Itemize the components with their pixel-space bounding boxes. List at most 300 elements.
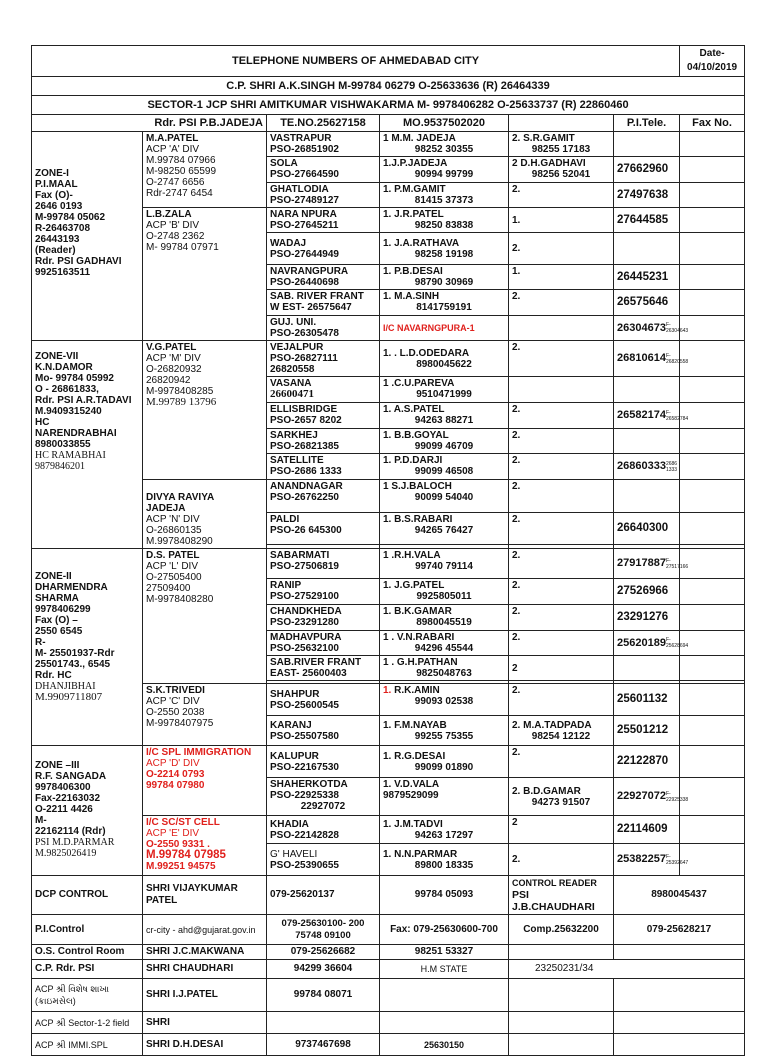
cell-text: KARANJ: [270, 719, 312, 731]
acp-immi-label: ACP શ્રી IMMI.SPL: [32, 1034, 143, 1056]
table-cell: [614, 377, 680, 403]
cell-text: 2. S.R.GAMIT: [512, 133, 575, 144]
cell-text: 1. B.K.GAMAR: [383, 606, 452, 617]
cp-reader-name: SHRI CHAUDHARI: [143, 960, 267, 979]
acp-l-cell: [143, 549, 267, 684]
cell-text: NARA NPURA: [270, 209, 337, 220]
acp-phone: M.99251 94575: [146, 861, 216, 872]
station-cell: [267, 183, 380, 208]
cell-text: 2 D.H.GADHAVI: [512, 158, 586, 169]
cell-text: 98258 19198: [414, 248, 474, 260]
table-cell: [32, 979, 143, 1012]
cell-text: 98250 83838: [414, 220, 474, 231]
cell-text: 22927072: [300, 801, 346, 812]
second-pi-cell: 2.: [509, 631, 614, 656]
acp-d-cell: [143, 746, 267, 816]
reader-te: TE.NO.25627158: [267, 115, 380, 132]
second-pi-cell: 2.: [509, 684, 614, 716]
pi-cell: [380, 183, 509, 208]
acp-div: ACP 'N' DIV: [146, 514, 200, 525]
acp-div: ACP 'E' DIV: [146, 828, 200, 839]
second-pi-cell: 2.: [509, 605, 614, 631]
zone-line: HC: [35, 417, 50, 428]
cell-text: 99093 02538: [414, 696, 474, 707]
pi-tele-cell: 26860333: [617, 460, 666, 472]
acp-name: L.B.ZALA: [146, 209, 192, 220]
zone-line: 25501743., 6545: [35, 659, 111, 670]
table-cell: [680, 480, 745, 513]
station-cell: [267, 512, 380, 545]
cell-text: SHAHERKOTDA: [270, 779, 348, 790]
table-cell: [614, 480, 680, 513]
cell-text: 1 . V.N.RABARI: [383, 632, 455, 643]
second-pi-cell: 2.: [509, 480, 614, 513]
pi-cell: [380, 716, 509, 746]
pi-cell: [380, 549, 509, 579]
cell-text: 94263 17297: [414, 829, 474, 841]
cell-text: [383, 685, 505, 696]
control-reader-label: CONTROL READER: [512, 878, 597, 888]
cell-text: 26820558: [270, 364, 315, 375]
pi-control-comp: Comp.25632200: [509, 915, 614, 945]
os-control-label: O.S. Control Room: [32, 945, 143, 960]
table-cell: [680, 816, 745, 844]
cell-text: 94265 76427: [414, 524, 474, 536]
table-cell: [509, 377, 614, 403]
zone-line: HC RAMABHAI: [35, 450, 106, 461]
table-cell: [680, 377, 745, 403]
pi-cell: [380, 403, 509, 429]
table-cell: [680, 341, 745, 377]
pi-cell: [380, 429, 509, 454]
zone-line: Rdr. PSI GADHAVI: [35, 256, 122, 267]
second-pi-cell: 2.: [509, 512, 614, 545]
acp-m-cell: [143, 341, 267, 480]
control-contacts-table: [31, 875, 745, 1056]
acp-c-cell: [143, 684, 267, 746]
table-cell: [680, 208, 745, 233]
hm-state-phone: 23250231/34: [509, 960, 745, 979]
station-cell: [267, 403, 380, 429]
pi-tele-cell: 27644585: [614, 208, 680, 233]
table-cell: [680, 290, 745, 316]
cell-text: 1.J.P.JADEJA: [383, 158, 448, 169]
zone-line: PSI M.D.PARMAR: [35, 837, 115, 848]
table-cell: [680, 429, 745, 454]
cell-text: KALUPUR: [270, 750, 319, 762]
station-cell: [267, 316, 380, 341]
pi-cell: [380, 341, 509, 377]
cp-reader-label: C.P. Rdr. PSI: [32, 960, 143, 979]
cell-text: 1 S.J.BALOCH: [383, 481, 452, 492]
pi-cell: I/C NAVARNGPURA-1: [380, 316, 509, 341]
second-pi-cell: [509, 716, 614, 746]
cell-text: 94273 91507: [531, 796, 591, 808]
table-cell: [614, 631, 689, 656]
cell-text: SARKHEJ: [270, 430, 318, 441]
acp-immi-phone: 9737467698: [267, 1034, 380, 1056]
cell-text: SHAHPUR: [270, 688, 320, 700]
cell-text: 1. J.R.PATEL: [383, 209, 444, 220]
second-pi-cell: 2.: [509, 403, 614, 429]
cell-text: PSO-27645211: [270, 220, 339, 231]
cell-text: 99255 75355: [414, 730, 474, 742]
zone-line: ZONE-II: [35, 571, 72, 582]
station-cell: [267, 631, 380, 656]
pi-tele-cell: 26304673: [617, 321, 666, 334]
pi-control-email: cr-city - ahd@gujarat.gov.in: [143, 915, 267, 945]
table-cell: [614, 454, 680, 480]
cell-text: 1.: [383, 685, 392, 696]
zone-line: 9978406300: [35, 782, 91, 793]
zone-line: 26443193: [35, 234, 80, 245]
pi-tele-cell: 25501212: [614, 716, 680, 746]
acp-name: V.G.PATEL: [146, 342, 197, 353]
zone-line: M- 25501937-Rdr: [35, 648, 115, 659]
cell-text: CHANDKHEDA: [270, 606, 342, 617]
cell-text: R.K.AMIN: [391, 685, 440, 696]
acp-phone: 99784 07980: [146, 780, 205, 791]
acp-phone: M.99784 07985: [146, 849, 226, 861]
zone-line: M-99784 05062: [35, 212, 106, 223]
cell-text: 99099 46709: [414, 441, 474, 452]
station-cell: [267, 157, 380, 183]
cell-text: PSO-22142828: [270, 829, 339, 841]
station-cell: [267, 816, 380, 844]
table-cell: [614, 403, 689, 429]
acp-phone: O-26820932: [146, 364, 202, 375]
pi-cell: [380, 684, 509, 716]
zone-line: ZONE-I: [35, 168, 69, 179]
acp-div: ACP 'A' DIV: [146, 144, 200, 155]
cell-text: PSO-22167530: [270, 761, 339, 773]
pi-cell: [380, 579, 509, 605]
zone-line: ZONE –III: [35, 760, 80, 771]
cell-text: PSO-25507580: [270, 730, 339, 742]
cell-text: 1. P.D.DARJI: [383, 455, 443, 466]
cell-text: VEJALPUR: [270, 342, 324, 353]
cell-text: 26600471: [270, 388, 314, 400]
acp-name: S.K.TRIVEDI: [146, 685, 205, 696]
acp-phone: O-2747 6656: [146, 177, 205, 188]
fax-cell: F-26304643: [665, 322, 689, 334]
acp-visesh-label: ACP શ્રી વિશેષ શાખા: [35, 984, 110, 994]
acp-name: M.A.PATEL: [146, 133, 199, 144]
pi-cell: [380, 605, 509, 631]
second-pi-cell: [509, 183, 614, 208]
cell-text: 1. B.S.RABARI: [383, 513, 453, 525]
zone-line: R.F. SANGADA: [35, 771, 107, 782]
pi-cell: [380, 132, 509, 157]
second-pi-cell: 2.: [509, 746, 614, 778]
cell-text: SOLA: [270, 158, 298, 169]
cell-text: PSO-25600545: [270, 699, 339, 711]
cp-reader-phone: 94299 36604: [267, 960, 380, 979]
table-cell: [680, 454, 745, 480]
table-cell: [380, 979, 509, 1012]
pi-cell: [380, 157, 509, 183]
col-pi-tele: P.I.Tele.: [614, 115, 680, 132]
cell-text: 1. N.N.PARMAR: [383, 848, 458, 860]
acp-phone: M-98250 65599: [146, 166, 217, 177]
station-cell: [267, 746, 380, 778]
second-pi-cell: [509, 132, 614, 157]
pi-cell: [380, 844, 509, 876]
cell-text: ANANDNAGAR: [270, 481, 343, 492]
dcp-name: SHRI VIJAYKUMAR PATEL: [143, 876, 267, 915]
pi-cell: [380, 778, 509, 816]
table-cell: [614, 341, 689, 377]
pi-control-label: P.I.Control: [32, 915, 143, 945]
cell-text: GUJ. UNI.: [270, 317, 317, 328]
hm-state-label: H.M STATE: [380, 960, 509, 979]
acp-div: ACP 'C' DIV: [146, 696, 200, 707]
cell-text: 9825048763: [416, 668, 472, 679]
cell-text: PSO-27644949: [270, 248, 339, 260]
cell-text: KHADIA: [270, 818, 309, 830]
cell-text: PSO-27489127: [270, 195, 339, 206]
table-cell: [509, 945, 614, 960]
fax-cell: F-27517166: [665, 557, 689, 570]
acp-e-cell: [143, 816, 267, 876]
station-cell: [267, 656, 380, 681]
acp-visesh-sub: (ક્રાઇમસેલ): [35, 996, 76, 1006]
station-cell: [267, 377, 380, 403]
table-cell: [614, 945, 745, 960]
zone-line: SHARMA: [35, 593, 79, 604]
table-cell: [509, 1034, 614, 1056]
cell-text: PSO-26821385: [270, 441, 339, 452]
table-cell: [680, 716, 745, 746]
acp-phone: M.9978408290: [146, 536, 213, 547]
fax-cell: F-26582784: [665, 409, 689, 422]
cell-text: PSO-27664590: [270, 169, 339, 180]
table-cell: [614, 979, 745, 1012]
cell-text: PSO-2657 8202: [270, 415, 342, 426]
cell-text: 90099 54040: [414, 492, 474, 503]
station-cell: [267, 844, 380, 876]
zone-line: (Reader): [35, 245, 76, 256]
cell-text: 1. J.A.RATHAVA: [383, 237, 460, 249]
second-pi-cell: 2.: [509, 290, 614, 316]
acp-phone: 26820942: [146, 375, 191, 386]
table-cell: [680, 605, 745, 631]
cell-text: 90994 99799: [414, 169, 474, 180]
cell-text: 1 M.M. JADEJA: [383, 133, 456, 144]
pi-cell: [380, 480, 509, 513]
zone-line: O-2211 4426: [35, 804, 93, 815]
pi-cell: [380, 290, 509, 316]
os-control-name: SHRI J.C.MAKWANA: [143, 945, 267, 960]
cell-text: 1. V.D.VALA: [383, 779, 440, 790]
table-cell: [509, 876, 614, 915]
table-cell: [680, 183, 745, 208]
station-cell: [267, 684, 380, 716]
zone-line: Rdr. PSI A.R.TADAVI: [35, 395, 132, 406]
table-cell: [509, 979, 614, 1012]
pi-cell: [380, 512, 509, 545]
table-cell: [267, 915, 380, 945]
pi-tele-cell: 22927072: [617, 790, 666, 802]
table-cell: [380, 1012, 509, 1034]
table-cell: [680, 265, 745, 290]
second-pi-cell: 2.: [509, 549, 614, 579]
cell-text: PSO-26762250: [270, 492, 339, 503]
cell-text: PSO-25632100: [270, 643, 339, 654]
cell-text: 2. B.D.GAMAR: [512, 785, 581, 797]
zone-line: R-: [35, 637, 46, 648]
table-cell: [614, 778, 689, 816]
cp-line: C.P. SHRI A.K.SINGH M-99784 06279 O-25633636 (R) 26464339: [32, 77, 745, 96]
cell-text: EAST- 25600403: [270, 668, 347, 679]
table-cell: [614, 429, 680, 454]
document-date: Date-04/10/2019: [680, 46, 745, 77]
table-cell: [680, 403, 745, 429]
cell-text: PSO-27529100: [270, 591, 339, 602]
cell-text: SAB.RIVER FRANT: [270, 657, 362, 668]
zone-line: Mo- 99784 05992: [35, 373, 114, 384]
table-cell: [614, 549, 689, 579]
cell-text: NAVRANGPURA: [270, 266, 349, 277]
zone-line: 9978406299: [35, 604, 91, 615]
cell-text: 2. M.A.TADPADA: [512, 719, 592, 731]
cell-text: 81415 37373: [414, 195, 474, 206]
cell-text: 1. P.M.GAMIT: [383, 184, 446, 195]
acp-div: ACP 'L' DIV: [146, 561, 198, 572]
zone-line: K.N.DAMOR: [35, 362, 93, 373]
cell-text: 98254 12122: [531, 730, 591, 742]
acp-phone: O-2550 9331 .: [146, 839, 210, 850]
second-pi-cell: 2.: [509, 454, 614, 480]
station-cell: [267, 716, 380, 746]
table-cell: [614, 316, 689, 341]
acp-a-cell: [143, 132, 267, 208]
zone-line: 9879846201: [35, 461, 85, 472]
cell-text: VASANA: [270, 378, 312, 389]
fax-cell: 2686 1333: [665, 460, 678, 473]
pi-tele-cell: 27917887: [617, 557, 666, 569]
col-fax: Fax No.: [680, 115, 745, 132]
table-cell: [267, 1012, 380, 1034]
acp-name: DIVYA RAVIYA: [146, 492, 215, 503]
cell-text: W EST- 26575647: [270, 302, 352, 313]
cell-text: 1. P.B.DESAI: [383, 266, 443, 277]
fax-cell: F-25392647: [665, 853, 689, 866]
zone-line: P.I.MAAL: [35, 179, 78, 190]
pi-tele-cell: 27662960: [614, 157, 680, 183]
zone-line: M.9909711807: [35, 691, 103, 703]
cell-text: 1. A.S.PATEL: [383, 404, 445, 415]
control-reader-phone: 8980045437: [614, 876, 745, 915]
pi-tele-cell: 27526966: [614, 579, 680, 605]
second-pi-cell: 2: [509, 816, 614, 844]
acp-visesh-name: SHRI I.J.PATEL: [143, 979, 267, 1012]
zone-line: O - 26861833,: [35, 384, 99, 395]
cell-text: 1. F.M.NAYAB: [383, 719, 447, 731]
acp-phone: M.99784 07966: [146, 155, 216, 166]
cell-text: 1. J.G.PATEL: [383, 580, 445, 591]
cell-text: 89800 18335: [414, 859, 474, 871]
zone-2-cell: [32, 549, 143, 746]
station-cell: [267, 579, 380, 605]
acp-immi-name: SHRI D.H.DESAI: [143, 1034, 267, 1056]
table-cell: [614, 844, 689, 876]
station-cell: [267, 233, 380, 265]
cell-text: 98252 30355: [414, 144, 474, 155]
cell-text: GHATLODIA: [270, 184, 329, 195]
pi-tele-cell: 26640300: [614, 512, 680, 545]
cell-text: PSO-27506819: [270, 561, 339, 572]
acp-div: ACP 'D' DIV: [146, 758, 200, 769]
fax-cell: F-22925338: [665, 790, 689, 803]
os-control-phone: 079-25626682: [267, 945, 380, 960]
acp-immi-phone2: 25630150: [380, 1034, 509, 1056]
pi-cell: [380, 746, 509, 778]
table-cell: [614, 1012, 745, 1034]
pi-cell: [380, 265, 509, 290]
cell-text: 94296 45544: [414, 643, 474, 654]
cell-text: SATELLITE: [270, 455, 324, 466]
pi-control-phone: 75748 09100: [295, 929, 351, 941]
acp-name: I/C SPL IMMIGRATION: [146, 747, 252, 758]
reader-psi: Rdr. PSI P.B.JADEJA: [32, 115, 267, 132]
station-cell: [267, 480, 380, 513]
acp-phone: O-2214 0793: [146, 769, 205, 780]
cell-text: PSO-26827111: [270, 353, 338, 364]
cell-text: 1 .C.U.PAREVA: [383, 378, 455, 389]
zone-7-cell: [32, 341, 143, 549]
telephone-directory-page: [31, 45, 744, 1050]
table-cell: [680, 778, 745, 816]
cell-text: 99740 79114: [415, 561, 473, 572]
acp-phone: M- 99784 07971: [146, 242, 219, 253]
fax-cell: [680, 132, 745, 157]
acp-phone: M.99789 13796: [146, 396, 217, 408]
table-cell: [680, 746, 745, 778]
acp-n-cell: [143, 480, 267, 549]
second-pi-cell: 2.: [509, 579, 614, 605]
table-cell: [509, 316, 614, 341]
cell-text: 98256 52041: [531, 169, 591, 180]
table-cell: [680, 656, 745, 681]
acp-name: I/C SC/ST CELL: [146, 817, 220, 828]
acp-phone: M-9978408280: [146, 594, 214, 605]
acp-sector-label: ACP શ્રી Sector-1-2 field: [32, 1012, 143, 1034]
zone-line: M.9409315240: [35, 406, 102, 417]
cell-text: 99099 01890: [414, 761, 474, 773]
acp-phone: O-26860135: [146, 525, 202, 536]
second-pi-cell: 2.: [509, 844, 614, 876]
cell-text: 8980045519: [416, 617, 472, 628]
acp-phone: Rdr-2747 6454: [146, 188, 213, 199]
cell-text: 1. J.M.TADVI: [383, 818, 443, 830]
zone-line: 2550 6545: [35, 626, 83, 637]
table-cell: [509, 115, 614, 132]
zone-line: 2646 0193: [35, 201, 83, 212]
acp-name: JADEJA: [146, 503, 186, 514]
pi-tele-cell: [614, 132, 680, 157]
acp-phone: O-2550 2038: [146, 707, 205, 718]
pi-tele-cell: 26575646: [614, 290, 680, 316]
cell-text: 1. . L.D.ODEDARA: [383, 347, 470, 359]
cell-text: VASTRAPUR: [270, 133, 332, 144]
zone-line: Fax (O)-: [35, 190, 73, 201]
second-pi-cell: 2.: [509, 341, 614, 377]
zone-3-cell: [32, 746, 143, 876]
station-cell: [267, 290, 380, 316]
os-control-mobile: 98251 53327: [380, 945, 509, 960]
cell-text: 1. B.B.GOYAL: [383, 430, 449, 441]
